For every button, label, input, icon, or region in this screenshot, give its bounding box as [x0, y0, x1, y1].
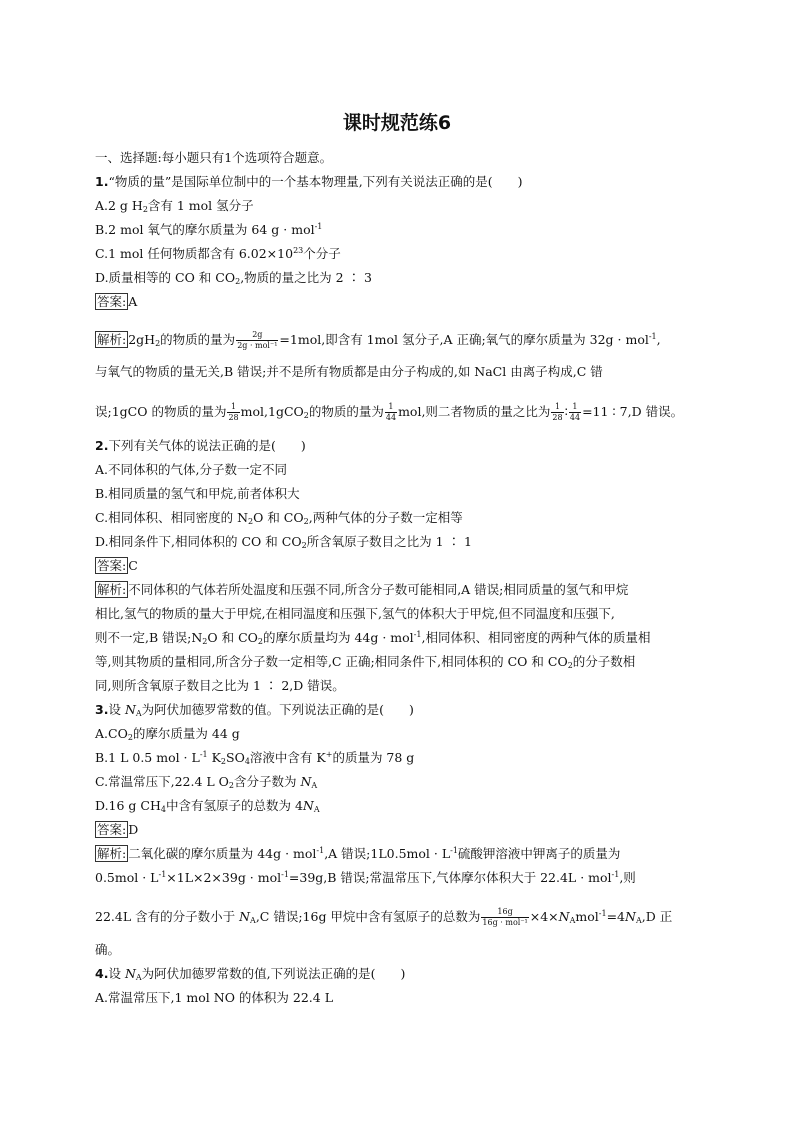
q3-analysis-line2: $0.5mol \cdot L^{-1}\times 1L\times 2\times 39g \cdot mol^{-1}=39g,B$ 错误;常温常压下,气体摩尔体积大于 22.4L · mol$^{-1}$,则 [95, 870, 636, 885]
q2-analysis-line1: 解析: 不同体积的气体若所处温度和压强不同,所含分子数可能相同,A 错误;相同质量的氢气和甲烷 [97, 582, 629, 597]
q3-analysis-line1: 解析: 二氧化碳的摩尔质量为 44g · mol$^{-1}$,A 错误;1L0.5mol · $L^{-1}$硫酸钾溶液中钾离子的质量为 [97, 846, 621, 861]
q2-analysis-line5: 同,则所含氧原子数目之比为 1 ∶ 2,D 错误。 [95, 678, 345, 693]
fraction: $\frac{16g}{\text{16g · mol⁻¹}}$ [482, 907, 528, 927]
q1-option-c: C.1 mol 任何物质都含有 $6.02\times 10^{23}$个分子 [95, 246, 341, 261]
question-4-stem: 4.设 $N_A$为阿伏加德罗常数的值,下列说法正确的是( ) [95, 966, 406, 982]
q2-analysis-line4: 等,则其物质的量相同,所含分子数一定相等,C 正确;相同条件下,相同体积的 CO 和 $CO_2$的分子数相 [95, 654, 636, 670]
q3-option-b: B.1 L 0.5 mol · $L^{-1}$ $K_2SO_4$溶液中含有 K+的质量为 78 g [95, 750, 415, 766]
q3-option-a: $A.CO_2$的摩尔质量为 44 g [95, 726, 240, 742]
q1-answer: 答案: A [97, 294, 138, 309]
answer-label: 答案: [97, 294, 127, 309]
answer-label: 答案: [97, 822, 127, 837]
q1-analysis-line2: 与氧气的物质的量无关,B 错误;并不是所有物质都是由分子构成的,如 NaCl 由离子构成,C 错 [95, 364, 603, 379]
q1-analysis-line3: 误;1gCO 的物质的量为 $\frac{1}{28}$ mol,1gCO$_2$的物质的量为 $\frac{1}{44}$ mol,则二者物质的量之比为 $\frac{1}{28}$ ∶ $\frac{1}{44}$ =11 ∶ 7,D 错误。 [95, 402, 684, 422]
q1-option-b: B.2 mol 氧气的摩尔质量为 64 g · mol$^{-1}$ [95, 222, 323, 237]
q2-analysis-line3: 则不一定,B 错误$;N_2O$ 和 $CO_2$的摩尔质量均为 44g · mol$^{-1}$,相同体积、相同密度的两种气体的质量相 [95, 630, 651, 646]
q3-answer: 答案: D [97, 822, 139, 837]
analysis-label: 解析: [97, 332, 127, 347]
q1-option-a: A.2 g $H_2$含有 1 mol 氢分子 [95, 198, 254, 214]
q3-option-c: C.常温常压下,22.4 L $O_2$含分子数为 $N_A$ [95, 774, 318, 790]
q1-option-d: D.质量相等的 CO 和 $CO_2$,物质的量之比为 2 ∶ 3 [95, 270, 373, 286]
page-title: 课时规范练6 [342, 112, 452, 134]
q2-option-c: C.相同体积、相同密度的 $N_2O$ 和 $CO_2$,两种气体的分子数一定相等 [95, 510, 463, 526]
q4-option-a: A.常温常压下,1 mol NO 的体积为 22.4 L [95, 990, 333, 1005]
q2-option-d: D.相同条件下,相同体积的 CO 和 $CO_2$所含氧原子数目之比为 1 ∶ 1 [95, 534, 472, 550]
q3-analysis-line3: 22.4L 含有的分子数小于 $N_A,C$ 错误;16g 甲烷中含有氢原子的总数为 $\frac{16g}{\text{16g · mol⁻¹}}$ $\times 4\times N_Amol^{-1}=4N_A,D$ 正 [95, 907, 673, 927]
question-3-stem: 3.设 $N_A$为阿伏加德罗常数的值。下列说法正确的是( ) [95, 702, 414, 718]
answer-label: 答案: [97, 558, 127, 573]
q1-analysis-line1: 解析: $2gH_2$的物质的量为 $\frac{2g}{\text{2g · mol⁻¹}}$ =1mol,即含有 1mol 氢分子,A 正确;氧气的摩尔质量为 32g · mol$^{-1}$, [97, 330, 661, 350]
q3-analysis-line4: 确。 [95, 942, 121, 957]
question-2-stem: 2.下列有关气体的说法正确的是( ) [95, 438, 306, 453]
q2-option-a: A.不同体积的气体,分子数一定不同 [95, 462, 287, 477]
question-1-stem: 1.“物质的量”是国际单位制中的一个基本物理量,下列有关说法正确的是( ) [95, 174, 523, 189]
q3-option-d: D.16 g $CH_4$中含有氢原子的总数为 $4N_A$ [95, 798, 320, 814]
fraction: $\frac{2g}{\text{2g · mol⁻¹}}$ [237, 330, 278, 350]
q2-answer: 答案: C [97, 558, 138, 573]
q2-analysis-line2: 相比,氢气的物质的量大于甲烷,在相同温度和压强下,氢气的体积大于甲烷,但不同温度和压强下, [95, 606, 615, 621]
q2-option-b: B.相同质量的氢气和甲烷,前者体积大 [95, 486, 300, 501]
section-heading: 一、选择题:每小题只有1个选项符合题意。 [95, 150, 333, 165]
analysis-label: 解析: [97, 582, 127, 597]
analysis-label: 解析: [97, 846, 127, 861]
